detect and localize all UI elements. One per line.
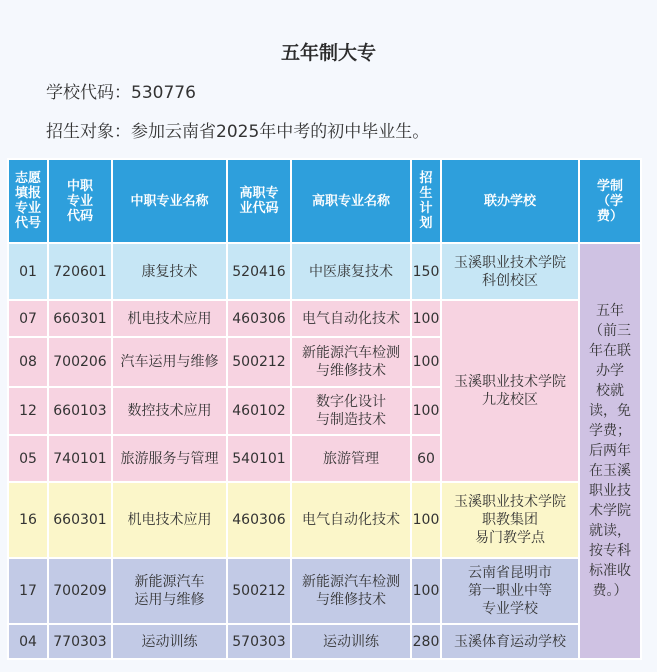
header-zz-name: 中职专业名称 bbox=[112, 159, 227, 243]
school-line: 九龙校区 bbox=[482, 392, 538, 408]
cell-zz-name bbox=[112, 558, 227, 624]
school-line: 易门教学点 bbox=[475, 530, 545, 546]
cell-plan: 100 bbox=[411, 387, 441, 435]
school-line: 玉溪职业技术学院 bbox=[454, 254, 566, 271]
cell-partner-school bbox=[441, 300, 579, 482]
cell-plan: 100 bbox=[411, 558, 441, 624]
table-row bbox=[8, 300, 641, 337]
cell-plan: 100 bbox=[411, 482, 441, 558]
header-text: 专业 bbox=[66, 193, 93, 209]
cell-gz-code: 460306 bbox=[227, 300, 291, 337]
cell-code: 16 bbox=[8, 482, 48, 558]
cell-gz-name bbox=[291, 558, 411, 624]
note-line: 读，免 bbox=[589, 403, 631, 419]
cell-plan: 100 bbox=[411, 337, 441, 387]
cell-plan: 150 bbox=[411, 243, 441, 300]
cell-code: 04 bbox=[8, 624, 48, 659]
cell-duration-note bbox=[579, 243, 641, 659]
zz-name-line: 运用与维修 bbox=[134, 592, 205, 608]
cell-gz-name bbox=[291, 387, 411, 435]
cell-zz-code: 660301 bbox=[48, 300, 112, 337]
note-line: 办学 bbox=[596, 363, 624, 379]
table-row bbox=[8, 482, 641, 558]
school-line: 职教集团 bbox=[482, 512, 538, 528]
cell-zz-name: 康复技术 bbox=[112, 243, 227, 300]
gz-name-line: 新能源汽车检测 bbox=[302, 345, 400, 361]
cell-gz-name: 电气自动化技术 bbox=[291, 482, 411, 558]
cell-code: 17 bbox=[8, 558, 48, 624]
school-line: 第一职业中等 bbox=[468, 583, 552, 599]
cell-code: 01 bbox=[8, 243, 48, 300]
cell-zz-code: 660103 bbox=[48, 387, 112, 435]
header-text: 高职专 bbox=[239, 186, 279, 201]
note-line: 标准收 bbox=[589, 563, 631, 579]
header-text: 专业 bbox=[14, 201, 41, 216]
table-row bbox=[8, 558, 641, 624]
header-text: 代号 bbox=[14, 216, 41, 231]
cell-code: 07 bbox=[8, 300, 48, 337]
header-gz-name: 高职专业名称 bbox=[291, 159, 411, 243]
note-line: 学费； bbox=[589, 423, 631, 439]
cell-partner-school bbox=[441, 482, 579, 558]
school-line: 专业学校 bbox=[482, 601, 538, 617]
cell-gz-code: 460102 bbox=[227, 387, 291, 435]
cell-zz-name: 旅游服务与管理 bbox=[112, 435, 227, 482]
header-plan bbox=[411, 159, 441, 243]
header-text: 志愿 bbox=[14, 171, 41, 186]
school-line: 玉溪职业技术学院 bbox=[454, 494, 566, 510]
cell-zz-name: 汽车运用与维修 bbox=[112, 337, 227, 387]
header-partner-school: 联办学校 bbox=[441, 159, 579, 243]
cell-partner-school: 玉溪体育运动学校 bbox=[441, 624, 579, 659]
school-line: 云南省昆明市 bbox=[468, 565, 552, 581]
cell-gz-code: 520416 bbox=[227, 243, 291, 300]
header-row bbox=[8, 159, 641, 243]
cell-code: 08 bbox=[8, 337, 48, 387]
note-line: 术学院 bbox=[589, 503, 631, 519]
school-line: 玉溪职业技术学院 bbox=[454, 374, 566, 390]
school-code: 学校代码：530776 bbox=[46, 83, 196, 103]
note-line: 在玉溪 bbox=[589, 463, 631, 479]
cell-gz-name: 中医康复技术 bbox=[291, 243, 411, 300]
cell-gz-code: 500212 bbox=[227, 337, 291, 387]
cell-gz-name bbox=[291, 337, 411, 387]
zz-name-line: 新能源汽车 bbox=[134, 574, 205, 590]
cell-gz-code: 500212 bbox=[227, 558, 291, 624]
cell-zz-name: 运动训练 bbox=[112, 624, 227, 659]
cell-gz-name: 旅游管理 bbox=[291, 435, 411, 482]
gz-name-line: 与维修技术 bbox=[316, 592, 386, 608]
enroll-target: 招生对象：参加云南省2025年中考的初中毕业生。 bbox=[46, 122, 430, 142]
table-row bbox=[8, 624, 641, 659]
gz-name-line: 新能源汽车检测 bbox=[302, 574, 400, 590]
cell-zz-code: 700206 bbox=[48, 337, 112, 387]
note-line: 费。） bbox=[592, 583, 628, 599]
header-text: 生 bbox=[419, 186, 433, 201]
header-text: （学 bbox=[596, 193, 623, 209]
note-line: 五年 bbox=[596, 303, 624, 319]
gz-name-line: 与维修技术 bbox=[316, 363, 386, 379]
note-line: 就读， bbox=[589, 523, 631, 539]
school-line: 科创校区 bbox=[482, 272, 538, 289]
table-row bbox=[8, 243, 641, 300]
header-choice-code bbox=[8, 159, 48, 243]
header-text: 招 bbox=[419, 171, 433, 186]
cell-plan: 100 bbox=[411, 300, 441, 337]
cell-zz-name: 机电技术应用 bbox=[112, 482, 227, 558]
header-text: 代码 bbox=[66, 208, 93, 224]
header-gz-code bbox=[227, 159, 291, 243]
enrollment-table bbox=[7, 158, 642, 660]
header-text: 业代码 bbox=[239, 201, 279, 216]
cell-gz-code: 540101 bbox=[227, 435, 291, 482]
cell-gz-name: 运动训练 bbox=[291, 624, 411, 659]
cell-plan: 60 bbox=[411, 435, 441, 482]
note-line: 校就 bbox=[596, 383, 624, 399]
cell-gz-code: 460306 bbox=[227, 482, 291, 558]
cell-code: 05 bbox=[8, 435, 48, 482]
cell-gz-name: 电气自动化技术 bbox=[291, 300, 411, 337]
cell-plan: 280 bbox=[411, 624, 441, 659]
note-line: 职业技 bbox=[589, 483, 631, 499]
note-line: 按专科 bbox=[589, 543, 631, 559]
header-zz-code bbox=[48, 159, 112, 243]
cell-gz-code: 570303 bbox=[227, 624, 291, 659]
header-text: 划 bbox=[419, 216, 433, 231]
header-duration-fee bbox=[579, 159, 641, 243]
enrollment-table-wrapper bbox=[7, 158, 642, 660]
header-text: 计 bbox=[419, 201, 433, 216]
header-text: 费） bbox=[596, 208, 623, 224]
gz-name-line: 与制造技术 bbox=[316, 412, 386, 428]
cell-zz-code: 660301 bbox=[48, 482, 112, 558]
cell-zz-code: 740101 bbox=[48, 435, 112, 482]
cell-zz-code: 770303 bbox=[48, 624, 112, 659]
header-text: 填报 bbox=[14, 186, 41, 201]
header-text: 中职 bbox=[66, 178, 93, 194]
note-line: 年在联 bbox=[589, 343, 631, 359]
gz-name-line: 数字化设计 bbox=[316, 394, 386, 410]
cell-zz-name: 数控技术应用 bbox=[112, 387, 227, 435]
cell-partner-school bbox=[441, 243, 579, 300]
cell-zz-code: 700209 bbox=[48, 558, 112, 624]
cell-zz-name: 机电技术应用 bbox=[112, 300, 227, 337]
page-title: 五年制大专 bbox=[280, 42, 376, 64]
note-line: （前三 bbox=[589, 323, 631, 339]
cell-partner-school bbox=[441, 558, 579, 624]
cell-code: 12 bbox=[8, 387, 48, 435]
cell-zz-code: 720601 bbox=[48, 243, 112, 300]
header-text: 学制 bbox=[596, 178, 623, 194]
note-line: 后两年 bbox=[589, 443, 631, 459]
